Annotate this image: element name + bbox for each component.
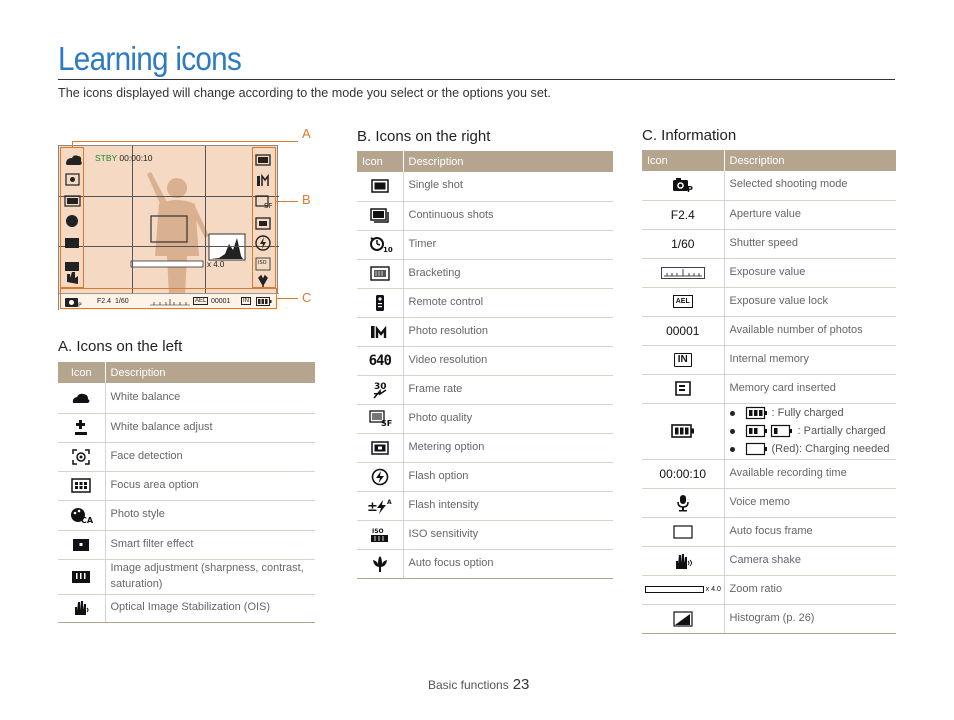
page-title: Learning icons: [58, 40, 242, 77]
info-heading: C. Information: [642, 127, 737, 144]
grid-line: [59, 196, 279, 197]
recording-time-value: 00:00:10: [642, 459, 724, 488]
aperture-readout: F2.4: [97, 298, 112, 305]
title-rule: [58, 79, 895, 80]
table-row: [58, 413, 315, 442]
table-row: [357, 346, 613, 375]
svg-text:CA: CA: [81, 515, 94, 525]
table-row: [58, 500, 315, 530]
table-row: [357, 288, 613, 317]
shutter-speed-value: 1/60: [642, 229, 724, 258]
bracketing-icon: [370, 266, 390, 281]
description: Flash intensity: [403, 491, 613, 520]
zoom-readout: x 4.0: [207, 260, 225, 269]
white-balance-adjust-icon: [73, 419, 89, 437]
table-row: [642, 171, 896, 200]
right-icons-table: [357, 151, 613, 579]
description: Available recording time: [724, 459, 896, 488]
battery-icon: [671, 424, 695, 438]
video-resolution-icon: 640: [368, 352, 391, 369]
exposure-lock-icon: AEL: [673, 295, 693, 308]
table-row: [357, 491, 613, 520]
description: Auto focus frame: [724, 517, 896, 546]
svg-text:ISO: ISO: [371, 527, 384, 535]
description: Internal memory: [724, 345, 896, 374]
auto-focus-icon: [371, 555, 389, 573]
battery-partial-icon: [746, 425, 794, 437]
camera-shake-icon: [673, 552, 693, 570]
ael-badge: AEL: [195, 298, 207, 304]
aperture-value: F2.4: [642, 200, 724, 229]
description: Remote control: [403, 288, 613, 317]
table-row: [642, 316, 896, 345]
table-row: [642, 374, 896, 403]
flash-icon: [371, 468, 389, 486]
description: Bracketing: [403, 259, 613, 288]
shutter-readout: 1/60: [115, 298, 129, 305]
table-row: [58, 594, 315, 622]
description: Camera shake: [724, 546, 896, 575]
grid-line: [132, 146, 133, 296]
table-row: [58, 559, 315, 594]
description: Memory card inserted: [724, 374, 896, 403]
callout-frame-a: [60, 147, 84, 288]
table-row: [357, 433, 613, 462]
photo-count-value: 00001: [642, 316, 724, 345]
svg-text:±: ±: [366, 499, 378, 515]
column-header-description: Description: [105, 362, 315, 383]
callout-b: B: [302, 192, 311, 207]
timer-icon: [369, 236, 391, 253]
description: Smart filter effect: [105, 530, 315, 559]
metering-icon: [371, 441, 389, 455]
table-row: [642, 229, 896, 258]
white-balance-icon: [71, 391, 91, 405]
table-row: [357, 259, 613, 288]
table-row: [642, 287, 896, 316]
description: Continuous shots: [403, 201, 613, 230]
table-row: [642, 604, 896, 633]
voice-memo-icon: [676, 494, 690, 512]
callout-line-b: [276, 201, 298, 202]
description: Face detection: [105, 442, 315, 471]
battery-full-icon: [746, 407, 768, 419]
page-number: 23: [512, 676, 530, 693]
table-row: [58, 383, 315, 413]
callout-line-a: [72, 141, 298, 142]
flash-intensity-icon: [367, 497, 393, 515]
smart-filter-icon: [72, 538, 90, 552]
memory-card-icon: [674, 381, 692, 396]
description: Timer: [403, 230, 613, 259]
description: Shutter speed: [724, 229, 896, 258]
description: Flash option: [403, 462, 613, 491]
table-row: [642, 258, 896, 287]
table-row: [642, 403, 896, 459]
description: ISO sensitivity: [403, 520, 613, 549]
left-icons-heading: A. Icons on the left: [58, 338, 183, 355]
callout-line-a-drop: [72, 141, 73, 148]
scene-illustration: [59, 146, 279, 296]
face-detection-icon: [72, 449, 90, 465]
description: Selected shooting mode: [724, 171, 896, 200]
table-row: [357, 172, 613, 201]
table-row: [642, 575, 896, 604]
description: Histogram (p. 26): [724, 604, 896, 633]
list-item: (Red): Charging needed: [730, 440, 892, 458]
zoom-ratio-icon: [645, 586, 705, 594]
description: Single shot: [403, 172, 613, 201]
left-icons-table: [58, 362, 315, 623]
description: White balance adjust: [105, 413, 315, 442]
column-header-description: Description: [403, 151, 613, 172]
description: Image adjustment (sharpness, contrast, saturation): [105, 559, 315, 594]
svg-text:10: 10: [382, 246, 393, 254]
table-header-row: [642, 150, 896, 171]
description: Aperture value: [724, 200, 896, 229]
table-row: [642, 546, 896, 575]
description: Auto focus option: [403, 549, 613, 578]
description: Zoom ratio: [724, 575, 896, 604]
description: Photo quality: [403, 404, 613, 433]
page-footer: [428, 676, 529, 693]
single-shot-icon: [371, 179, 389, 193]
histogram-icon: [673, 611, 693, 627]
auto-focus-frame-icon: [673, 525, 693, 539]
table-row: [58, 442, 315, 471]
table-row: [357, 375, 613, 404]
callout-a: A: [302, 126, 311, 141]
svg-text:30: 30: [373, 381, 387, 392]
callout-frame-c: [60, 288, 277, 309]
remote-control-icon: [374, 294, 386, 312]
description: Metering option: [403, 433, 613, 462]
table-row: [357, 201, 613, 230]
grid-line: [205, 146, 206, 296]
table-row: [357, 230, 613, 259]
description: Exposure value: [724, 258, 896, 287]
continuous-shots-icon: [370, 208, 390, 224]
svg-text:P: P: [78, 302, 82, 309]
memory-badge: IN: [243, 298, 249, 304]
table-row: [642, 345, 896, 374]
table-header-row: [357, 151, 613, 172]
zoom-ratio-label: x 4.0: [705, 586, 721, 594]
table-row: [642, 459, 896, 488]
image-adjustment-icon: [71, 570, 91, 584]
description: Photo resolution: [403, 317, 613, 346]
description: Voice memo: [724, 488, 896, 517]
photo-style-icon: [70, 507, 92, 524]
list-item: : Fully charged: [730, 404, 892, 422]
description: Photo style: [105, 500, 315, 530]
table-header-row: [58, 362, 315, 383]
photo-resolution-icon: [370, 325, 390, 339]
table-row: [642, 200, 896, 229]
table-row: [357, 462, 613, 491]
iso-icon: [370, 527, 390, 543]
callout-line-c: [277, 298, 298, 299]
frame-rate-icon: [371, 380, 389, 400]
svg-text:P: P: [686, 185, 693, 195]
svg-text:SF: SF: [264, 202, 273, 210]
grid-line: [59, 246, 279, 247]
internal-memory-icon: IN: [674, 353, 692, 367]
description: Optical Image Stabilization (OIS): [105, 594, 315, 622]
description: Exposure value lock: [724, 287, 896, 316]
callout-frame-b: [252, 147, 276, 288]
description: Focus area option: [105, 471, 315, 500]
ois-icon: [72, 599, 90, 617]
svg-text:SF: SF: [380, 419, 392, 428]
page-subtitle: The icons displayed will change according to the mode you select or the options you set.: [58, 86, 551, 100]
list-item: : Partially charged: [730, 422, 892, 440]
column-header-icon: Icon: [357, 151, 403, 172]
table-row: [58, 530, 315, 559]
table-row: [58, 471, 315, 500]
count-readout: 00001: [211, 298, 231, 305]
table-row: [357, 520, 613, 549]
description: Video resolution: [403, 346, 613, 375]
info-table: [642, 150, 896, 634]
svg-text:A: A: [386, 498, 392, 506]
table-row: [357, 549, 613, 578]
table-row: [357, 404, 613, 433]
description: Available number of photos: [724, 316, 896, 345]
table-row: [357, 317, 613, 346]
table-row: [642, 517, 896, 546]
callout-c: C: [302, 290, 312, 305]
shooting-mode-icon: [672, 177, 694, 193]
battery-low-icon: [746, 443, 768, 455]
description: Frame rate: [403, 375, 613, 404]
column-header-icon: Icon: [642, 150, 724, 171]
right-icons-heading: B. Icons on the right: [357, 128, 491, 145]
svg-text:ISO: ISO: [258, 260, 267, 266]
photo-quality-icon: [369, 410, 391, 427]
column-header-description: Description: [724, 150, 896, 171]
column-header-icon: Icon: [58, 362, 105, 383]
description: White balance: [105, 383, 315, 413]
camera-screen-diagram: [58, 145, 278, 310]
stby-readout: STBY 00:00:10: [95, 153, 153, 163]
battery-states: [724, 403, 896, 459]
exposure-value-icon: [661, 267, 705, 279]
footer-section: Basic functions: [428, 678, 509, 692]
table-row: [642, 488, 896, 517]
focus-area-icon: [71, 478, 91, 493]
